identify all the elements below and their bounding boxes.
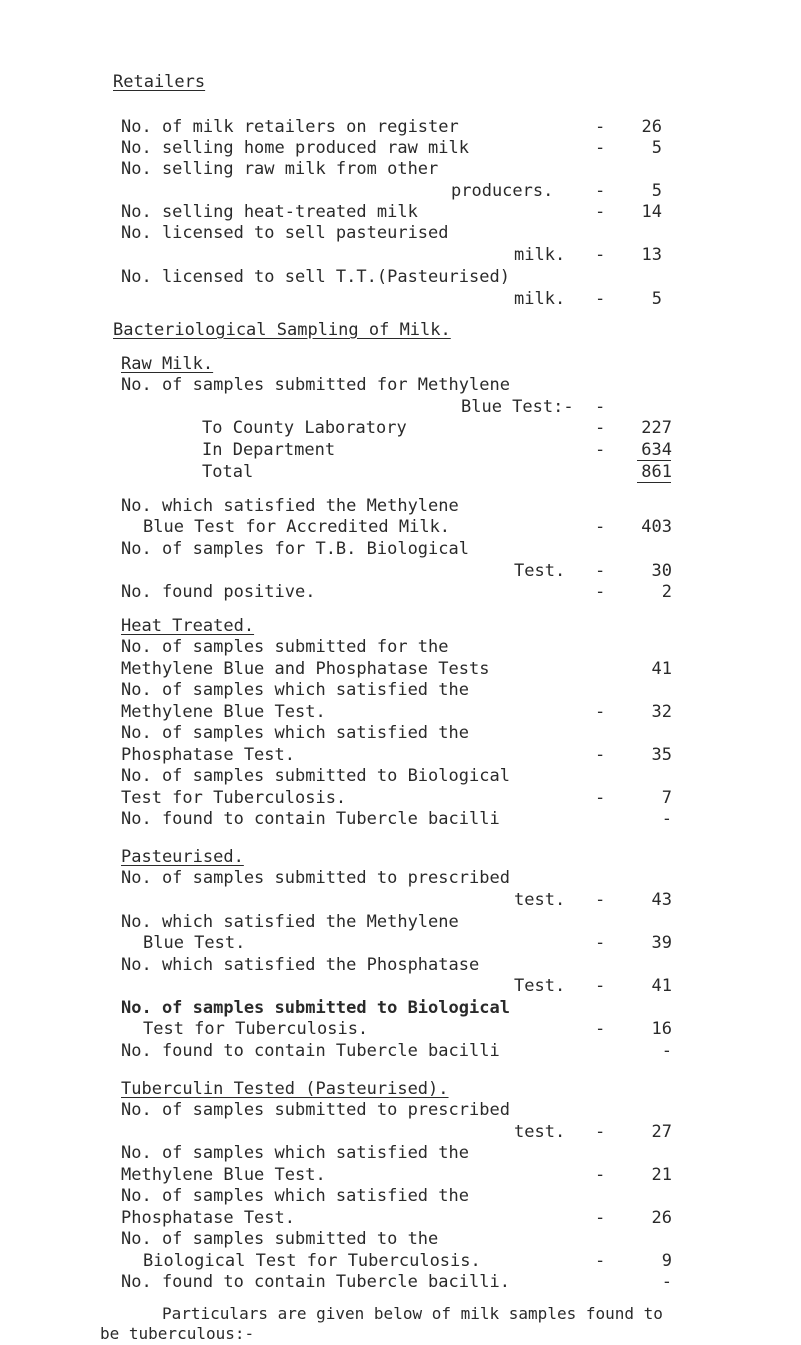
past-mb-label: No. which satisfied the Methylene <box>121 912 459 932</box>
retailers-row-label: No. licensed to sell pasteurised <box>121 223 449 243</box>
heat-bio-value: 7 <box>661 788 672 808</box>
tt-ph-label: No. of samples which satisfied the <box>121 1186 469 1206</box>
dash: - <box>595 1019 606 1039</box>
retailers-row-value: 26 <box>641 117 662 137</box>
dash: - <box>595 933 606 953</box>
dash: - <box>595 181 606 201</box>
dash: - <box>595 976 606 996</box>
heat-found-label: No. found to contain Tubercle bacilli <box>121 809 500 829</box>
past-found-label: No. found to contain Tubercle bacilli <box>121 1041 500 1061</box>
tt-bio-value: 9 <box>661 1251 672 1271</box>
heat-bio-label-cont: Test for Tuberculosis. <box>121 788 347 808</box>
retailers-row-label: No. licensed to sell T.T.(Pasteurised) <box>121 267 510 287</box>
heat-treated-heading: Heat Treated. <box>121 616 255 636</box>
raw-county-value: 227 <box>641 418 672 438</box>
pasteurised-heading: Pasteurised. <box>121 847 244 867</box>
past-submitted-label-cont: test. <box>514 890 566 910</box>
tt-found-label: No. found to contain Tubercle bacilli. <box>121 1272 510 1292</box>
retailers-row-value: 14 <box>641 202 662 222</box>
heat-bio-label: No. of samples submitted to Biological <box>121 766 510 786</box>
raw-dept-label: In Department <box>202 440 336 460</box>
heat-submitted-label-cont: Methylene Blue and Phosphatase Tests <box>121 659 490 679</box>
dash: - <box>595 788 606 808</box>
tt-submitted-value: 27 <box>651 1122 672 1142</box>
heat-mb-label-cont: Methylene Blue Test. <box>121 702 326 722</box>
past-bio-label: No. of samples submitted to Biological <box>121 998 510 1018</box>
dash: - <box>595 1165 606 1185</box>
dash: - <box>595 440 606 460</box>
past-submitted-value: 43 <box>651 890 672 910</box>
raw-tb-label: No. of samples for T.B. Biological <box>121 539 469 559</box>
retailers-row-label: No. selling home produced raw milk <box>121 138 469 158</box>
heat-found-value: - <box>661 809 672 829</box>
past-submitted-label: No. of samples submitted to prescribed <box>121 868 510 888</box>
heat-mb-value: 32 <box>651 702 672 722</box>
past-bio-value: 16 <box>651 1019 672 1039</box>
raw-tb-label-cont: Test. <box>514 561 566 581</box>
raw-submitted-label-cont: Blue Test:- <box>461 397 574 417</box>
heat-submitted-value: 41 <box>651 659 672 679</box>
past-bio-label-cont: Test for Tuberculosis. <box>143 1019 369 1039</box>
dash: - <box>595 418 606 438</box>
retailers-row-label-cont: milk. <box>514 245 566 265</box>
raw-dept-value: 634 <box>641 440 672 460</box>
past-ph-value: 41 <box>651 976 672 996</box>
page-title: Retailers <box>113 72 206 92</box>
raw-total-value: 861 <box>641 462 672 482</box>
dash: - <box>595 1208 606 1228</box>
raw-county-label: To County Laboratory <box>202 418 407 438</box>
past-ph-label-cont: Test. <box>514 976 566 996</box>
dash: - <box>595 702 606 722</box>
tt-bio-label: No. of samples submitted to the <box>121 1229 439 1249</box>
heat-ph-value: 35 <box>651 745 672 765</box>
past-ph-label: No. which satisfied the Phosphatase <box>121 955 480 975</box>
raw-positive-label: No. found positive. <box>121 582 316 602</box>
tt-ph-value: 26 <box>651 1208 672 1228</box>
retailers-row-label: No. selling heat-treated milk <box>121 202 418 222</box>
raw-satisfied-label: No. which satisfied the Methylene <box>121 496 459 516</box>
dash: - <box>595 745 606 765</box>
tt-submitted-label: No. of samples submitted to prescribed <box>121 1100 510 1120</box>
past-found-value: - <box>661 1041 672 1061</box>
dash: - <box>595 561 606 581</box>
heat-mb-label: No. of samples which satisfied the <box>121 680 469 700</box>
raw-satisfied-value: 403 <box>641 517 672 537</box>
raw-total-label: Total <box>202 462 254 482</box>
tt-ph-label-cont: Phosphatase Test. <box>121 1208 295 1228</box>
retailers-row-value: 5 <box>651 289 662 309</box>
total-rule <box>637 460 671 461</box>
past-mb-value: 39 <box>651 933 672 953</box>
dash: - <box>595 1122 606 1142</box>
dash: - <box>595 289 606 309</box>
raw-submitted-label: No. of samples submitted for Methylene <box>121 375 510 395</box>
tt-mb-label: No. of samples which satisfied the <box>121 1143 469 1163</box>
retailers-row-label: No. of milk retailers on register <box>121 117 459 137</box>
dash: - <box>595 397 606 417</box>
raw-satisfied-label-cont: Blue Test for Accredited Milk. <box>143 517 451 537</box>
tt-bio-label-cont: Biological Test for Tuberculosis. <box>143 1251 481 1271</box>
tt-found-value: - <box>661 1272 672 1292</box>
sampling-heading: Bacteriological Sampling of Milk. <box>113 320 451 340</box>
heat-ph-label-cont: Phosphatase Test. <box>121 745 295 765</box>
tt-mb-value: 21 <box>651 1165 672 1185</box>
particulars-text: Particulars are given below of milk samples found to <box>162 1304 663 1323</box>
dash: - <box>595 890 606 910</box>
dash: - <box>595 245 606 265</box>
retailers-row-label-cont: producers. <box>451 181 554 201</box>
tt-mb-label-cont: Methylene Blue Test. <box>121 1165 326 1185</box>
retailers-row-label-cont: milk. <box>514 289 566 309</box>
retailers-row-label: No. selling raw milk from other <box>121 159 439 179</box>
raw-tb-value: 30 <box>651 561 672 581</box>
dash: - <box>595 138 606 158</box>
past-mb-label-cont: Blue Test. <box>143 933 246 953</box>
dash: - <box>595 117 606 137</box>
dash: - <box>595 582 606 602</box>
raw-positive-value: 2 <box>661 582 672 602</box>
heat-ph-label: No. of samples which satisfied the <box>121 723 469 743</box>
dash: - <box>595 1251 606 1271</box>
retailers-row-value: 13 <box>641 245 662 265</box>
particulars-text-cont: be tuberculous:- <box>100 1324 255 1343</box>
total-rule <box>637 482 671 483</box>
tt-submitted-label-cont: test. <box>514 1122 566 1142</box>
dash: - <box>595 202 606 222</box>
heat-submitted-label: No. of samples submitted for the <box>121 637 449 657</box>
retailers-row-value: 5 <box>651 138 662 158</box>
tuberculin-heading: Tuberculin Tested (Pasteurised). <box>121 1079 449 1099</box>
retailers-row-value: 5 <box>651 181 662 201</box>
raw-milk-heading: Raw Milk. <box>121 354 214 374</box>
dash: - <box>595 517 606 537</box>
